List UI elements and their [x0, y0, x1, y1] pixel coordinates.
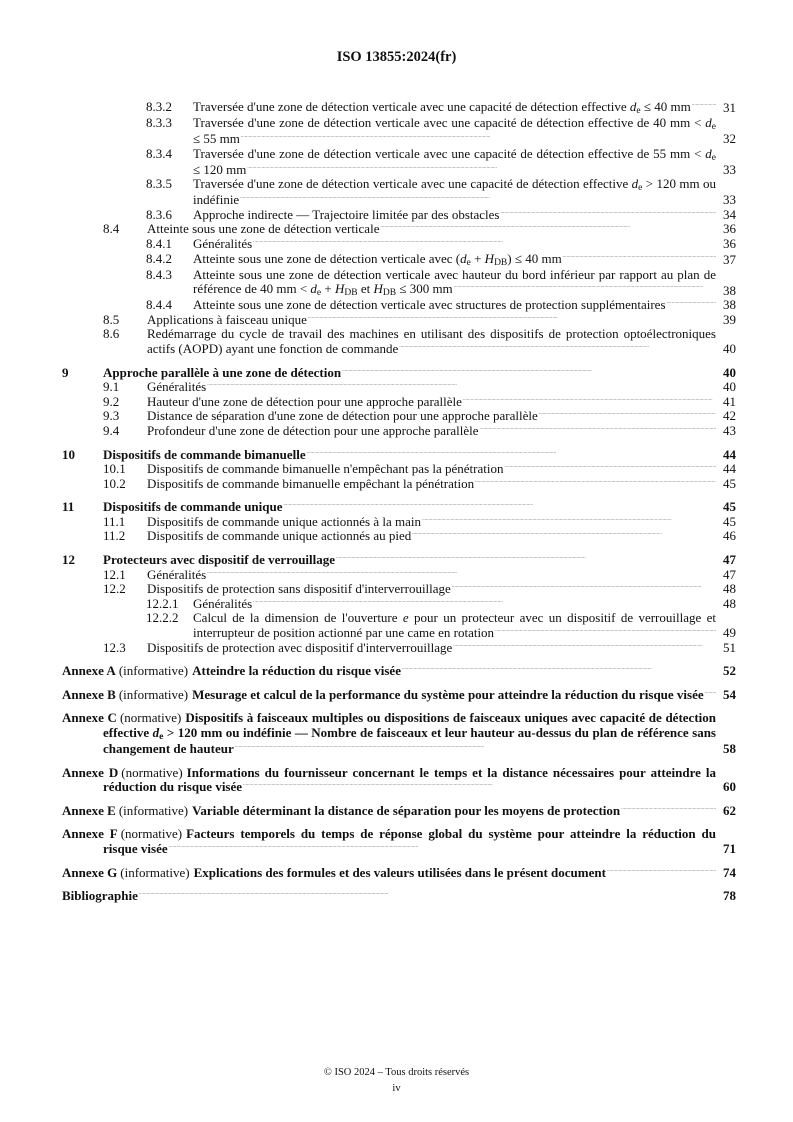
- annex-type: (informative): [118, 664, 189, 679]
- title-text: Traversée d'une zone de détection verticale avec une capacité de détection effective: [193, 100, 630, 114]
- toc-entry-body: [193, 147, 716, 178]
- toc-entry-body: [193, 208, 716, 223]
- toc-entry-title[interactable]: [147, 395, 462, 409]
- toc-entry-body: [147, 529, 716, 544]
- toc-entry[interactable]: [62, 515, 736, 530]
- section-number: 8.4.4: [146, 297, 172, 313]
- math-variable: d: [705, 116, 712, 130]
- math-variable: d: [629, 100, 637, 114]
- toc-entry-title[interactable]: [193, 252, 562, 266]
- subscript: e: [636, 106, 641, 116]
- page-reference[interactable]: 58: [716, 742, 736, 757]
- toc-entry-body: [62, 688, 716, 703]
- page-reference[interactable]: 46: [716, 529, 736, 544]
- section-number: 8.3.5: [146, 176, 172, 192]
- title-text: +: [321, 281, 335, 297]
- toc-entry-title[interactable]: [103, 448, 306, 462]
- title-text: Dispositifs de protection sans dispositif d'interverrouillage: [147, 582, 451, 597]
- page-reference[interactable]: 34: [716, 208, 736, 223]
- section-number: 12.2: [103, 581, 126, 597]
- toc-entry[interactable]: [62, 100, 736, 116]
- toc-entry-title[interactable]: [147, 568, 206, 582]
- toc-entry[interactable]: [62, 889, 736, 904]
- subscript: e: [466, 257, 471, 268]
- annex-label: Annexe D: [62, 765, 119, 780]
- toc-entry[interactable]: [62, 827, 736, 856]
- toc-entry-body: [147, 327, 716, 356]
- subscript: e: [711, 122, 716, 132]
- toc-entry-title[interactable]: [147, 409, 538, 423]
- title-text: Mesurage et calcul de la performance du système pour atteindre la réduction du risque visée: [192, 687, 704, 702]
- title-text: ) ≤ 40 mm: [507, 251, 562, 266]
- annex-label: Annexe F: [62, 827, 118, 842]
- subscript: e: [711, 152, 716, 163]
- toc-entry-body: [147, 395, 716, 410]
- page-reference[interactable]: 44: [716, 448, 736, 463]
- math-variable: H: [373, 281, 383, 297]
- toc-entry[interactable]: [62, 147, 736, 178]
- title-text: Profondeur d'une zone de détection pour une approche parallèle: [147, 423, 479, 438]
- toc-entry-body: [103, 448, 716, 463]
- page-number: iv: [392, 1083, 401, 1094]
- section-number: 8.3.2: [146, 99, 172, 114]
- section-number: 8.5: [103, 311, 120, 327]
- subscript: e: [159, 732, 164, 742]
- toc-entry-title[interactable]: [147, 327, 716, 356]
- annex-type: (informative): [120, 865, 190, 880]
- title-text: Dispositifs de commande unique: [103, 500, 283, 515]
- title-text: Explications des formules et des valeurs utilisées dans le présent document: [193, 865, 606, 880]
- toc-entry-title[interactable]: [62, 711, 716, 756]
- toc-entry[interactable]: [62, 500, 736, 515]
- subscript: e: [316, 288, 322, 299]
- title-text: Atteinte sous une zone de détection verticale avec (: [193, 251, 461, 266]
- subscript: DB: [382, 288, 397, 299]
- page-reference[interactable]: 45: [716, 500, 736, 515]
- toc-entry-body: [147, 568, 716, 583]
- toc-entry-body: [147, 641, 716, 656]
- page-reference[interactable]: 74: [716, 866, 736, 881]
- toc-entry-title[interactable]: [147, 424, 479, 438]
- page-reference[interactable]: 49: [716, 626, 736, 641]
- title-text: Généralités: [193, 236, 253, 251]
- toc-entry-body: [193, 237, 716, 252]
- toc-entry[interactable]: [62, 380, 736, 395]
- math-variable: H: [484, 251, 495, 266]
- page-reference[interactable]: 33: [716, 163, 736, 178]
- section-number: 11: [62, 499, 75, 515]
- title-text: Distance de séparation d'une zone de détection pour une approche parallèle: [147, 409, 538, 424]
- page-reference[interactable]: 44: [716, 462, 736, 477]
- title-text: Atteinte sous une zone de détection verticale avec hauteur du bord inférieur par rapport au plan de référence de 40 mm <: [193, 267, 716, 297]
- page-reference[interactable]: 60: [716, 780, 736, 795]
- toc-entry[interactable]: [62, 641, 736, 656]
- title-text: et: [357, 281, 374, 297]
- annex-label: Annexe E: [62, 803, 116, 818]
- title-text: Dispositifs de protection avec dispositif d'interverrouillage: [147, 640, 453, 655]
- annex-label: Annexe C: [62, 711, 117, 726]
- toc-entry-body: [193, 100, 716, 116]
- section-number: 8.3.6: [146, 206, 172, 222]
- toc-entry-title[interactable]: [193, 147, 716, 177]
- title-text: Atteindre la réduction du risque visée: [192, 664, 401, 679]
- toc-entry[interactable]: [62, 611, 736, 640]
- page-reference[interactable]: 51: [716, 641, 736, 656]
- toc-entry-body: [193, 597, 716, 612]
- toc-entry-body: [62, 766, 716, 795]
- toc-entry-body: [62, 866, 716, 881]
- title-text: Approche parallèle à une zone de détection: [103, 365, 342, 380]
- toc-entry-body: [193, 116, 716, 147]
- title-text: Redémarrage du cycle de travail des machines en utilisant des dispositifs de protection optoélectroniques actifs (AOPD) ayant une fonction de commande: [147, 327, 716, 356]
- toc-entry[interactable]: [62, 366, 736, 381]
- toc-entry-title[interactable]: [62, 889, 138, 903]
- toc-entry[interactable]: [62, 395, 736, 410]
- toc-entry-title[interactable]: [62, 866, 606, 880]
- toc-entry-title[interactable]: [147, 477, 474, 491]
- toc-entry[interactable]: [62, 866, 736, 881]
- page-reference[interactable]: 40: [716, 380, 736, 395]
- toc-entry-title[interactable]: [193, 268, 716, 297]
- toc-entry-body: [62, 827, 716, 856]
- page-reference[interactable]: 38: [716, 298, 736, 313]
- toc-entry-body: [147, 424, 716, 439]
- section-number: 12: [62, 552, 75, 568]
- title-text: Dispositifs de commande bimanuelle empêchant la pénétration: [147, 476, 475, 491]
- title-text: Applications à faisceau unique: [147, 312, 307, 327]
- section-number: 12.3: [103, 639, 126, 655]
- toc-entry[interactable]: [62, 597, 736, 612]
- section-number: 11.2: [103, 528, 126, 544]
- annex-type: (normative): [119, 711, 182, 726]
- toc-entry[interactable]: [62, 424, 736, 439]
- page-reference[interactable]: 40: [716, 366, 736, 381]
- toc-entry[interactable]: [62, 409, 736, 424]
- title-text: +: [470, 251, 485, 266]
- toc-entry-title[interactable]: [103, 366, 341, 380]
- title-text: Dispositifs de commande unique actionnés à la main: [147, 514, 422, 529]
- annex-label: Annexe G: [62, 865, 118, 880]
- title-text: Atteinte sous une zone de détection verticale avec structures de protection supplémentaires: [193, 298, 666, 313]
- math-variable: d: [460, 251, 467, 266]
- toc-entry-title[interactable]: [193, 100, 691, 114]
- toc-entry[interactable]: [62, 222, 736, 237]
- page-reference[interactable]: 37: [716, 253, 736, 268]
- title-text: Généralités: [147, 380, 207, 395]
- page-reference[interactable]: 62: [716, 804, 736, 819]
- title-text: ≤ 40 mm: [640, 100, 691, 114]
- section-number: 9.3: [103, 408, 120, 424]
- title-text: Variable déterminant la distance de séparation pour les moyens de protection: [192, 803, 621, 818]
- toc-entry[interactable]: [62, 766, 736, 795]
- toc-entry[interactable]: [62, 268, 736, 299]
- math-variable: d: [631, 177, 639, 192]
- annex-type: (normative): [121, 765, 183, 780]
- page-reference[interactable]: 42: [716, 409, 736, 424]
- page-reference[interactable]: 54: [716, 688, 736, 703]
- toc-entry-body: [147, 515, 716, 530]
- page-reference[interactable]: 47: [716, 553, 736, 568]
- toc-entry-title[interactable]: [62, 766, 716, 795]
- page-reference[interactable]: 48: [716, 582, 736, 597]
- title-text: Approche indirecte — Trajectoire limitée par des obstacles: [193, 207, 500, 222]
- toc-entry-body: [147, 462, 716, 477]
- annex-label: Annexe A: [62, 664, 116, 679]
- toc-entry-body: [193, 268, 716, 299]
- section-number: 10.2: [103, 475, 126, 491]
- title-text: Facteurs temporels du temps de réponse global du système pour atteindre la réduction du risque visée: [103, 827, 716, 856]
- toc-entry-title[interactable]: [147, 529, 411, 543]
- toc-entry-body: [147, 477, 716, 492]
- math-variable: e: [402, 611, 409, 626]
- title-text: > 120 mm ou indéfinie — Nombre de faisceaux et leur hauteur au-dessus du plan de référence sans changement de hauteur: [103, 725, 716, 756]
- page-reference[interactable]: 41: [716, 395, 736, 410]
- section-number: 8.4.1: [146, 235, 172, 251]
- page-reference[interactable]: 31: [716, 101, 736, 116]
- title-text: Généralités: [147, 567, 207, 582]
- title-text: Protecteurs avec dispositif de verrouillage: [103, 553, 336, 568]
- section-number: 10.1: [103, 461, 126, 477]
- toc-entry-title[interactable]: [62, 804, 620, 818]
- toc-entry[interactable]: [62, 804, 736, 819]
- toc-entry[interactable]: [62, 327, 736, 356]
- section-number: 9.2: [103, 393, 120, 409]
- title-text: ≤ 55 mm: [193, 131, 240, 146]
- section-number: 11.1: [103, 513, 126, 529]
- title-text: pour un protecteur avec un dispositif de verrouillage et interrupteur de position actionné par une came en rotation: [193, 611, 716, 641]
- page-reference[interactable]: 33: [716, 193, 736, 208]
- toc-entry-title[interactable]: [62, 827, 716, 856]
- toc-entry-body: [62, 664, 716, 679]
- toc-entry[interactable]: [62, 664, 736, 679]
- toc-entry-body: [103, 553, 716, 568]
- title-text: Dispositifs à faisceaux multiples ou dispositions de faisceaux uniques avec capacité de détection effective: [103, 711, 716, 740]
- toc-entry[interactable]: [62, 448, 736, 463]
- toc-entry[interactable]: [62, 177, 736, 208]
- toc-entry-title[interactable]: [147, 641, 452, 655]
- page-reference[interactable]: 43: [716, 424, 736, 439]
- toc-entry-title[interactable]: [193, 177, 716, 207]
- section-number: 8.3.4: [146, 145, 172, 161]
- section-number: 8.6: [103, 326, 120, 342]
- toc-entry[interactable]: [62, 711, 736, 756]
- toc-entry-title[interactable]: [147, 313, 307, 327]
- title-text: Bibliographie: [62, 889, 138, 904]
- toc-entry-body: [193, 611, 716, 640]
- toc-entry[interactable]: [62, 252, 736, 268]
- toc-entry[interactable]: [62, 298, 736, 313]
- title-text: ≤ 120 mm: [193, 161, 247, 177]
- section-number: 10: [62, 446, 75, 462]
- toc-entry-title[interactable]: [147, 515, 421, 529]
- annex-type: (informative): [118, 803, 189, 818]
- toc-entry-body: [147, 582, 716, 597]
- toc-entry[interactable]: [62, 582, 736, 597]
- toc-entry-title[interactable]: [193, 237, 252, 251]
- section-number: 9: [62, 364, 69, 380]
- page-reference[interactable]: 45: [716, 515, 736, 530]
- title-text: Généralités: [193, 596, 253, 611]
- toc-entry-title[interactable]: [103, 500, 283, 514]
- section-number: 12.2.2: [146, 610, 179, 626]
- toc-entry[interactable]: [62, 688, 736, 703]
- page-reference[interactable]: 45: [716, 477, 736, 492]
- title-text: Traversée d'une zone de détection verticale avec une capacité de détection effective de 55 mm <: [193, 146, 706, 161]
- section-number: 9.1: [103, 379, 120, 395]
- toc-entry[interactable]: [62, 568, 736, 583]
- title-text: Calcul de la dimension de l'ouverture: [193, 611, 403, 626]
- title-text: Traversée d'une zone de détection verticale avec une capacité de détection effective de 40 mm <: [193, 116, 706, 130]
- page-reference[interactable]: 52: [716, 664, 736, 679]
- annex-type: (normative): [120, 827, 183, 842]
- title-text: Traversée d'une zone de détection verticale avec une capacité de détection effective: [193, 177, 632, 192]
- page-reference[interactable]: 36: [716, 222, 736, 237]
- copyright-notice: © ISO 2024 – Tous droits réservés: [323, 1067, 470, 1078]
- toc-entry-title[interactable]: [147, 462, 503, 476]
- toc-entry-body: [193, 252, 716, 268]
- section-number: 12.1: [103, 566, 126, 582]
- toc-entry[interactable]: [62, 208, 736, 223]
- page-reference[interactable]: 40: [716, 342, 736, 357]
- title-text: > 120 mm ou indéfinie: [193, 177, 716, 208]
- toc-entry-title[interactable]: [62, 688, 704, 702]
- subscript: DB: [494, 257, 508, 268]
- subscript: DB: [344, 288, 358, 299]
- toc-entry-body: [103, 366, 716, 381]
- toc-entry-body: [62, 711, 716, 756]
- math-variable: d: [152, 725, 160, 740]
- page-reference[interactable]: 39: [716, 313, 736, 328]
- title-text: Dispositifs de commande bimanuelle: [103, 447, 306, 462]
- toc-entry-body: [103, 500, 716, 515]
- math-variable: d: [310, 281, 317, 297]
- toc-entry-title[interactable]: [147, 380, 206, 394]
- page-reference[interactable]: 32: [716, 132, 736, 147]
- math-variable: d: [705, 146, 712, 161]
- toc-entry[interactable]: [62, 313, 736, 328]
- toc-entry-title[interactable]: [103, 553, 335, 567]
- section-number: 12.2.1: [146, 595, 179, 611]
- toc-entry[interactable]: [62, 462, 736, 477]
- toc-entry-body: [147, 409, 716, 424]
- toc-entry-title[interactable]: [193, 116, 716, 146]
- title-text: Informations du fournisseur concernant le temps et la distance nécessaires pour atteindre la réduction du risque visée: [103, 765, 716, 795]
- annex-type: (informative): [118, 687, 189, 702]
- title-text: ≤ 300 mm: [396, 281, 453, 297]
- page-reference[interactable]: 38: [716, 284, 736, 299]
- section-number: 8.3.3: [146, 115, 172, 130]
- table-of-contents: [62, 100, 736, 904]
- toc-entry-title[interactable]: [147, 222, 379, 236]
- toc-entry-body: [147, 380, 716, 395]
- toc-entry-body: [62, 889, 716, 904]
- toc-entry-title[interactable]: [193, 208, 499, 222]
- toc-entry-title[interactable]: [147, 582, 451, 596]
- title-text: Dispositifs de commande unique actionnés au pied: [147, 529, 412, 544]
- toc-entry[interactable]: [62, 553, 736, 568]
- title-text: Dispositifs de commande bimanuelle n'empêchant pas la pénétration: [147, 462, 504, 477]
- toc-entry-title[interactable]: [193, 611, 716, 640]
- section-number: 8.4.2: [146, 250, 172, 266]
- page-reference[interactable]: 36: [716, 237, 736, 252]
- toc-entry-title[interactable]: [62, 664, 401, 678]
- page-reference[interactable]: 71: [716, 842, 736, 857]
- subscript: e: [638, 183, 643, 194]
- page-reference[interactable]: 78: [716, 889, 736, 904]
- page-reference[interactable]: 48: [716, 597, 736, 612]
- title-text: Hauteur d'une zone de détection pour une approche parallèle: [147, 394, 462, 409]
- toc-entry-body: [147, 313, 716, 328]
- section-number: 8.4.3: [146, 266, 172, 282]
- annex-label: Annexe B: [62, 687, 116, 702]
- toc-entry-body: [193, 177, 716, 208]
- math-variable: H: [334, 281, 345, 297]
- toc-entry-body: [147, 222, 716, 237]
- toc-entry-body: [62, 804, 716, 819]
- document-header: ISO 13855:2024(fr): [336, 49, 457, 65]
- toc-entry[interactable]: [62, 529, 736, 544]
- toc-entry-body: [193, 298, 716, 313]
- toc-entry[interactable]: [62, 237, 736, 252]
- toc-entry-title[interactable]: [193, 298, 666, 312]
- section-number: 8.4: [103, 221, 120, 237]
- toc-entry[interactable]: [62, 477, 736, 492]
- page-reference[interactable]: 47: [716, 568, 736, 583]
- toc-entry[interactable]: [62, 116, 736, 147]
- title-text: Atteinte sous une zone de détection verticale: [147, 222, 380, 237]
- section-number: 9.4: [103, 422, 120, 438]
- toc-entry-title[interactable]: [193, 597, 252, 611]
